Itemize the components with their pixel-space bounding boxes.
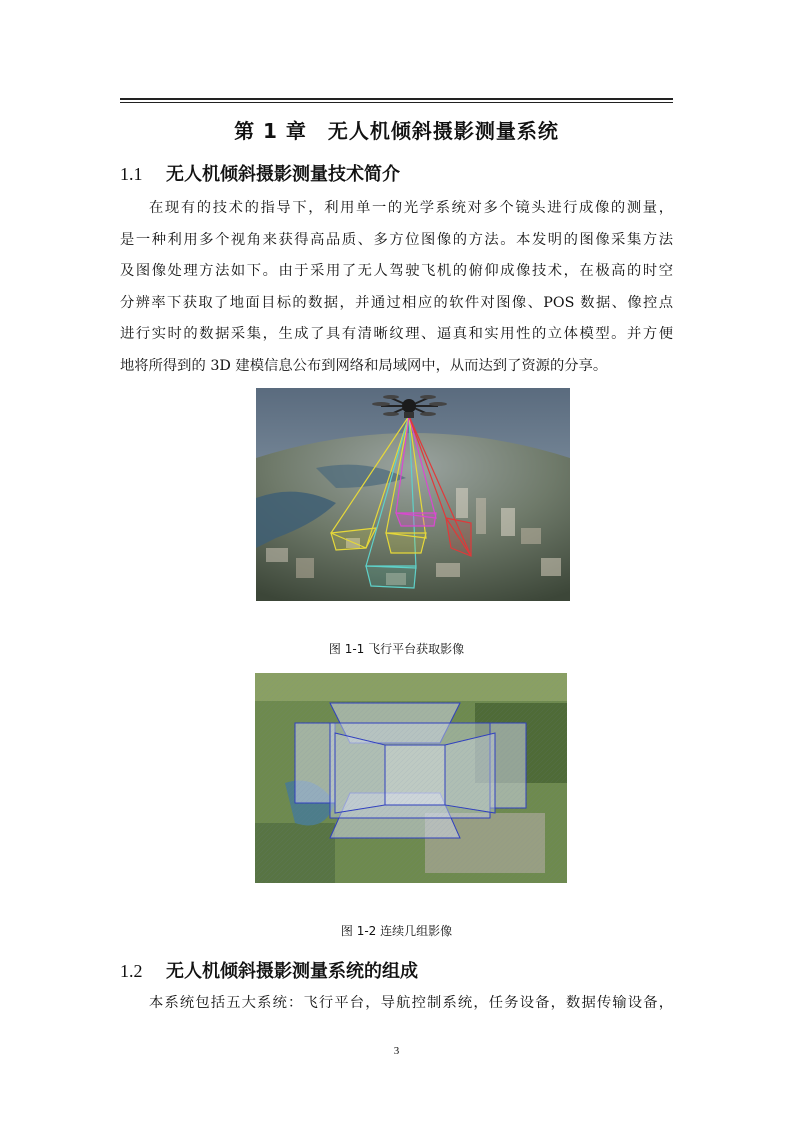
paragraph-line: 是一种利用多个视角来获得高品质、多方位图像的方法。本发明的图像采集方法 bbox=[120, 231, 673, 248]
header-rule-thick bbox=[120, 98, 673, 100]
section-heading-1-1 bbox=[120, 160, 680, 186]
section-title: 无人机倾斜摄影测量技术简介 bbox=[166, 164, 400, 185]
figure-1-1-caption: 图 1-1 飞行平台获取影像 bbox=[328, 642, 465, 656]
section-1-2-paragraph bbox=[120, 988, 673, 1020]
paragraph-line: 地将所得到的 3D 建模信息公布到网络和局域网中，从而达到了资源的分享。 bbox=[120, 357, 608, 374]
paragraph-line: 本系统包括五大系统：飞行平台，导航控制系统，任务设备，数据传输设备， bbox=[149, 995, 673, 1011]
header-rule-thin bbox=[120, 102, 673, 103]
section-number: 1.2 bbox=[120, 961, 143, 981]
page-number: 3 bbox=[393, 1045, 400, 1057]
section-number: 1.1 bbox=[120, 164, 143, 184]
paragraph-line: 在现有的技术的指导下，利用单一的光学系统对多个镜头进行成像的测量， bbox=[149, 200, 673, 216]
drone-imaging-figure bbox=[256, 388, 570, 601]
paragraph-line: 进行实时的数据采集，生成了具有清晰纹理、逼真和实用性的立体模型。并方便 bbox=[120, 326, 673, 342]
section-title: 无人机倾斜摄影测量系统的组成 bbox=[166, 961, 418, 982]
paragraph-line: 及图像处理方法如下。由于采用了无人驾驶飞机的俯仰成像技术，在极高的时空 bbox=[120, 263, 673, 279]
section-1-1-paragraph bbox=[120, 193, 673, 382]
chapter-title: 第 1 章 无人机倾斜摄影测量系统 bbox=[234, 119, 559, 143]
hatch-overlay bbox=[255, 673, 567, 883]
section-heading-1-2 bbox=[120, 957, 680, 983]
paragraph-line: 分辨率下获取了地面目标的数据，并通过相应的软件对图像、POS 数据、像控点 bbox=[120, 294, 673, 311]
image-footprints-figure bbox=[255, 673, 567, 883]
figure-1-2-caption: 图 1-2 连续几组影像 bbox=[340, 924, 453, 938]
